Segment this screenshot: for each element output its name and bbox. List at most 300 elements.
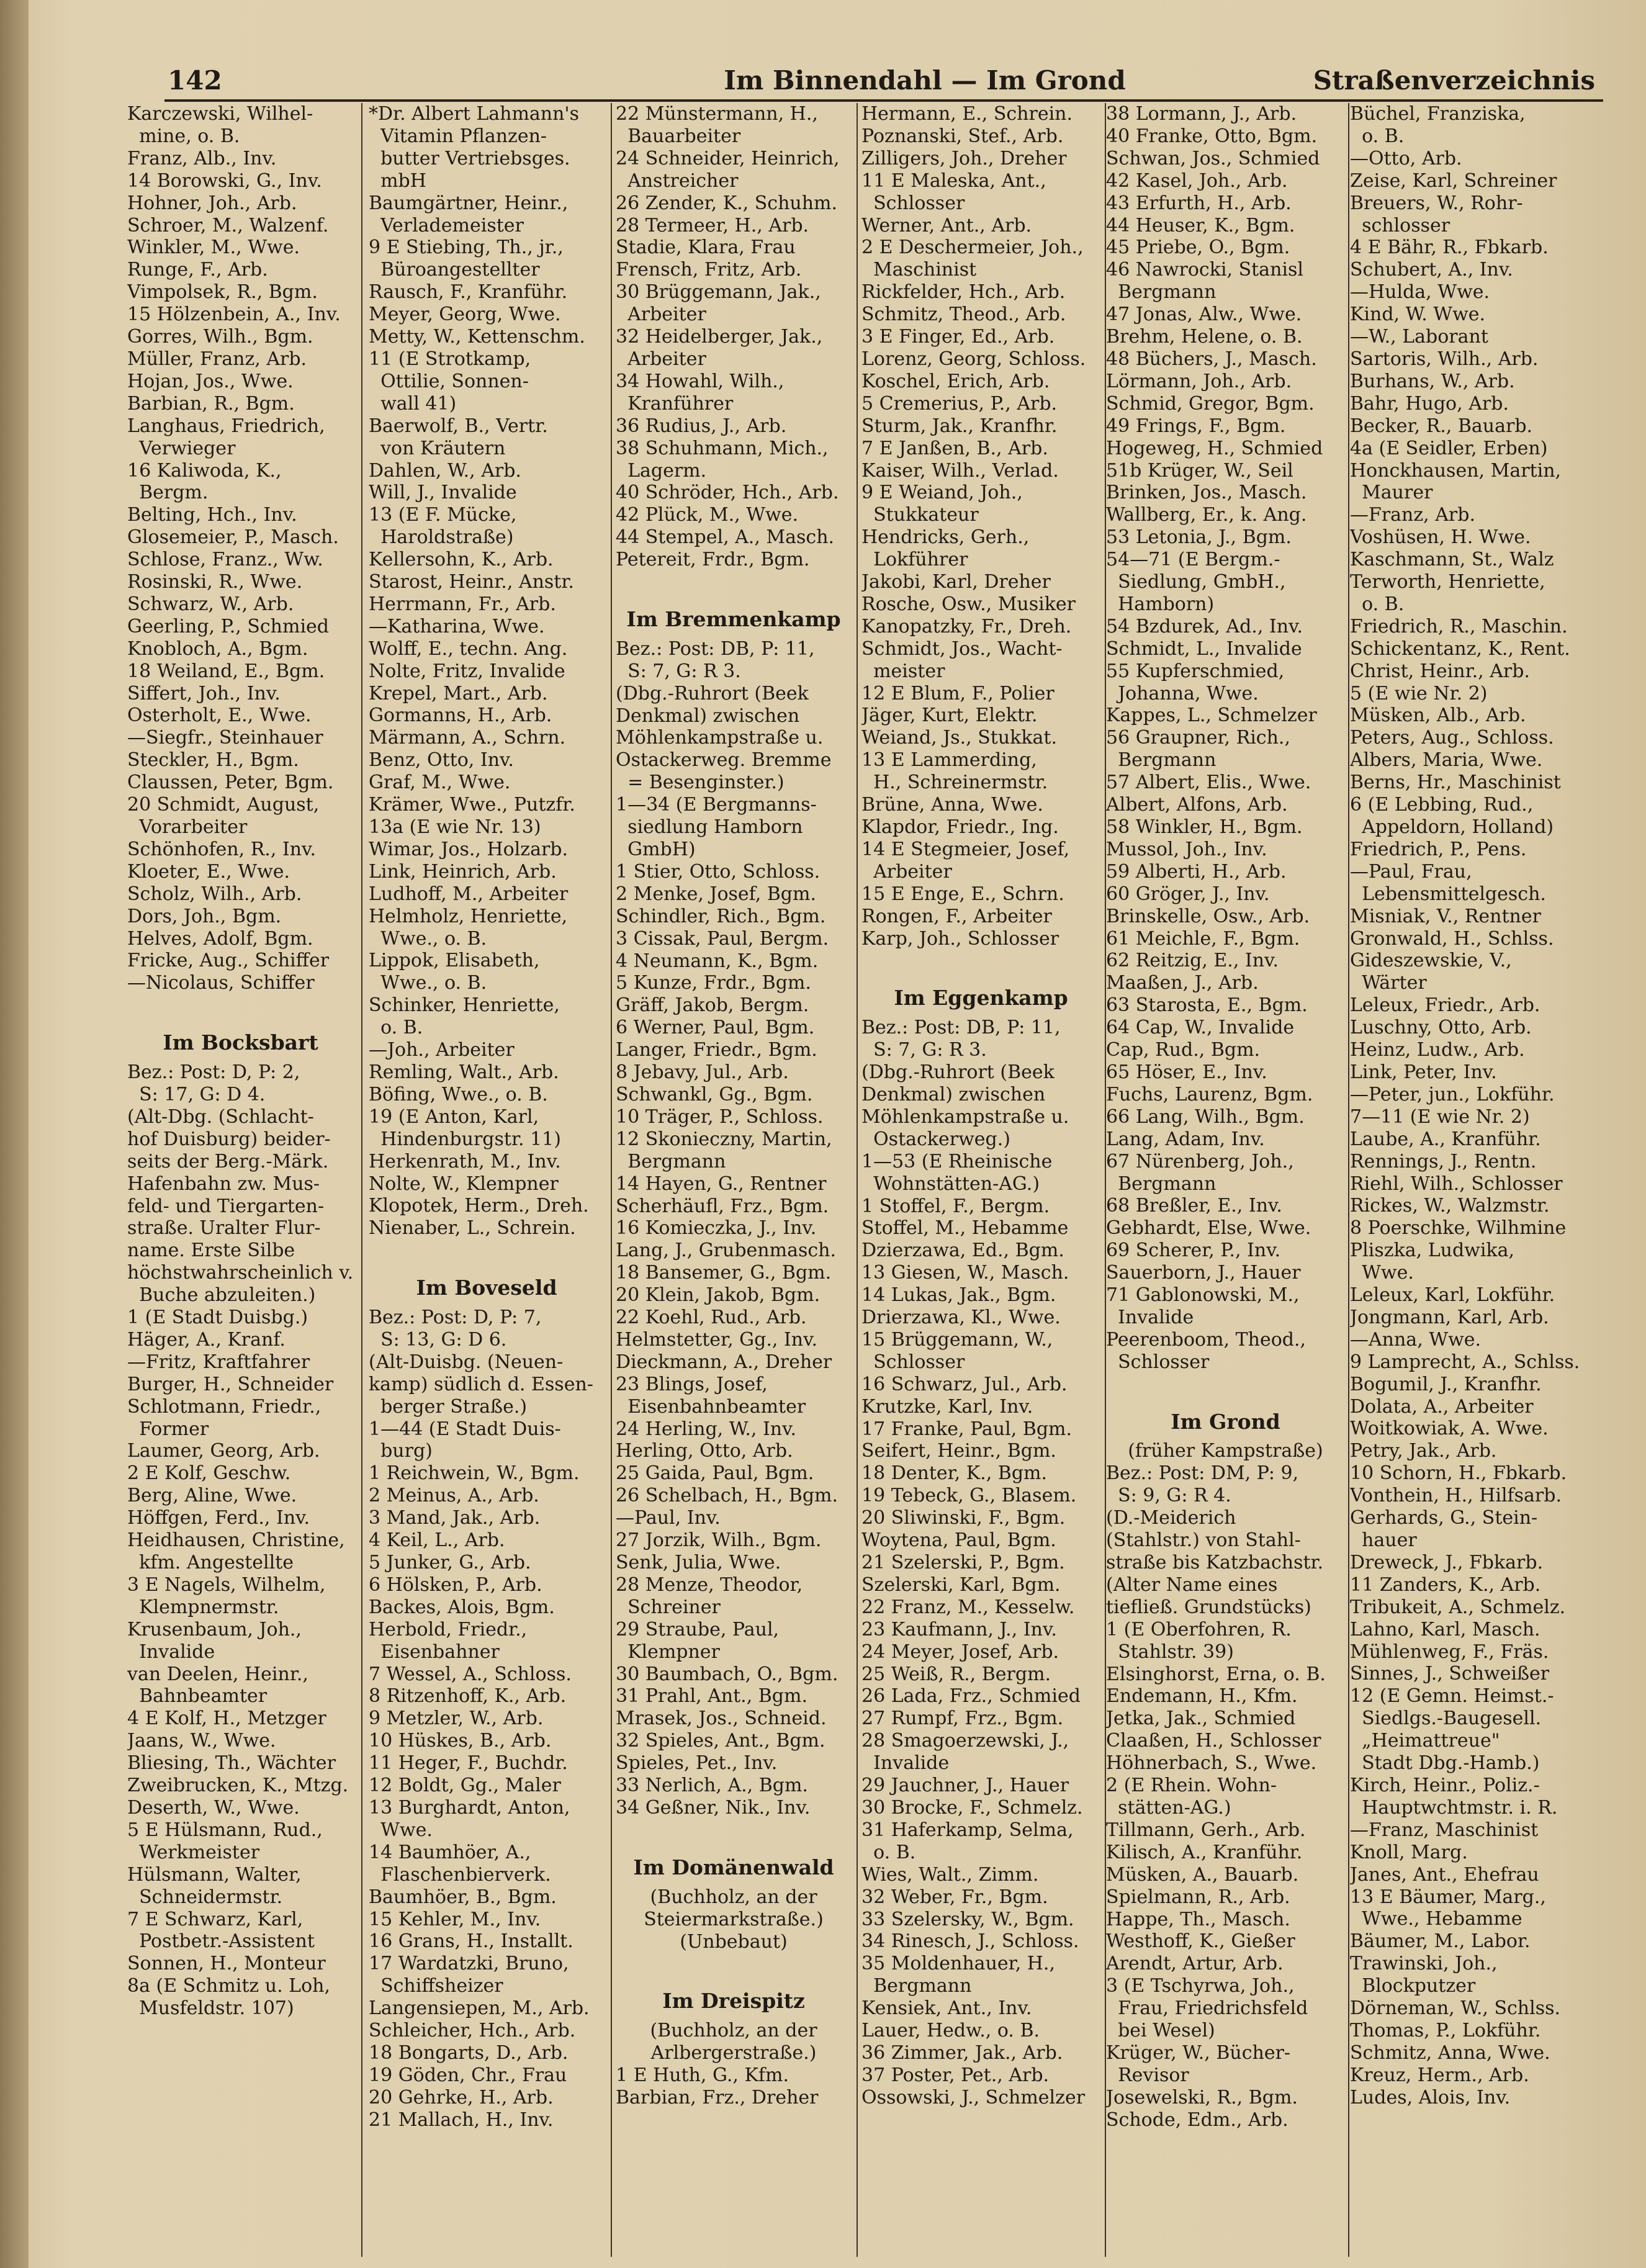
directory-entry: Krusenbaum, Joh., — [127, 1618, 302, 1640]
directory-entry: Bliesing, Th., Wächter — [127, 1752, 336, 1775]
directory-entry: Rennings, J., Rentn. — [1350, 1150, 1537, 1172]
directory-entry: 48 Büchers, J., Masch. — [1106, 348, 1317, 370]
directory-entry: 10 Schorn, H., Fbkarb. — [1350, 1462, 1567, 1485]
directory-entry: Terworth, Henriette, — [1350, 571, 1545, 593]
directory-entry: Siffert, Joh., Inv. — [127, 682, 281, 704]
directory-entry: Hamborn) — [1106, 593, 1215, 615]
directory-entry: 14 Baumhöer, A., — [369, 1841, 531, 1863]
directory-entry: Blockputzer — [1350, 1975, 1476, 1997]
directory-entry: 12 Skonieczny, Martin, — [616, 1128, 832, 1150]
directory-entry: Kappes, L., Schmelzer — [1106, 704, 1317, 727]
directory-entry: 28 Smagoerzewski, J., — [861, 1730, 1069, 1752]
spacer — [127, 994, 354, 1017]
directory-entry: Herrmann, Fr., Arb. — [369, 593, 556, 615]
directory-entry: Krepel, Mart., Arb. — [369, 682, 548, 704]
header-rule — [164, 99, 1603, 102]
directory-entry: Klapdor, Friedr., Ing. — [861, 816, 1059, 838]
directory-entry: 18 Weiland, E., Bgm. — [127, 660, 325, 682]
directory-entry: Arbeiter — [616, 304, 706, 326]
directory-entry: 32 Spieles, Ant., Bgm. — [616, 1730, 825, 1752]
directory-entry: 7—11 (E wie Nr. 2) — [1350, 1105, 1530, 1128]
directory-entry: 15 Kehler, M., Inv. — [369, 1908, 541, 1930]
directory-entry: Berg, Aline, Wwe. — [127, 1485, 297, 1507]
directory-entry: Schmitz, Theod., Arb. — [861, 304, 1066, 326]
directory-entry: Stadie, Klara, Frau — [616, 236, 796, 259]
directory-entry: Link, Peter, Inv. — [1350, 1061, 1497, 1083]
directory-entry: Rausch, F., Kranführ. — [369, 281, 568, 304]
directory-entry: Invalide — [1106, 1306, 1194, 1328]
directory-entry: Belting, Hch., Inv. — [127, 504, 297, 526]
directory-entry: Metty, W., Kettenschm. — [369, 326, 585, 348]
directory-entry: Dreweck, J., Fbkarb. — [1350, 1551, 1544, 1573]
directory-entry: 5 Junker, G., Arb. — [369, 1552, 531, 1573]
directory-entry: Brinken, Jos., Masch. — [1106, 482, 1307, 504]
directory-entry: 13 E Bäumer, Marg., — [1350, 1886, 1546, 1908]
directory-entry: 28 Termeer, H., Arb. — [616, 214, 809, 236]
directory-entry: 62 Reitzig, E., Inv. — [1106, 950, 1279, 972]
directory-entry: Meyer, Georg, Wwe. — [369, 304, 561, 326]
directory-entry: Eisenbahnbeamter — [616, 1395, 806, 1418]
directory-entry: Woitkowiak, A. Wwe. — [1350, 1418, 1549, 1440]
directory-entry: Spieles, Pet., Inv. — [616, 1752, 778, 1775]
directory-entry: Sauerborn, J., Hauer — [1106, 1262, 1301, 1284]
directory-entry: Koschel, Erich, Arb. — [861, 370, 1050, 392]
directory-entry: Wallberg, Er., k. Ang. — [1106, 504, 1307, 526]
directory-entry: 11 Heger, F., Buchdr. — [369, 1752, 568, 1775]
directory-entry: 20 Klein, Jakob, Bgm. — [616, 1284, 821, 1307]
directory-entry: 1 (E Oberfohren, R. — [1106, 1618, 1292, 1640]
directory-entry: mbH — [369, 169, 426, 192]
directory-entry: Weiand, Js., Stukkat. — [861, 727, 1058, 749]
directory-entry: 12 E Blum, F., Polier — [861, 682, 1055, 704]
directory-entry: Gräff, Jakob, Bergm. — [616, 994, 809, 1017]
directory-entry: Gerhards, G., Stein- — [1350, 1507, 1538, 1529]
column-divider — [857, 103, 858, 2257]
directory-entry: Mussol, Joh., Inv. — [1106, 838, 1267, 860]
directory-entry: Kranführer — [616, 392, 734, 415]
directory-entry: 1—34 (E Bergmanns- — [616, 794, 817, 816]
directory-entry: 30 Baumbach, O., Bgm. — [616, 1663, 839, 1685]
directory-entry: Jaans, W., Wwe. — [127, 1730, 276, 1752]
directory-entry: 26 Lada, Frz., Schmied — [861, 1685, 1081, 1708]
directory-entry: 4a (E Seidler, Erben) — [1350, 437, 1548, 459]
spacer — [616, 1819, 852, 1842]
directory-entry: Scherhäufl, Frz., Bgm. — [616, 1195, 829, 1217]
directory-entry: 4 E Bähr, R., Fbkarb. — [1350, 236, 1549, 259]
directory-entry: Bäumer, M., Labor. — [1350, 1930, 1531, 1953]
directory-entry: Mühlenweg, F., Fräs. — [1350, 1640, 1549, 1663]
directory-entry: Graf, M., Wwe. — [369, 772, 511, 794]
directory-entry: Langer, Friedr., Bgm. — [616, 1039, 817, 1061]
directory-entry: 1—53 (E Rheinische — [861, 1150, 1053, 1172]
directory-entry: Laube, A., Kranführ. — [1350, 1128, 1541, 1150]
directory-entry: Helmstetter, Gg., Inv. — [616, 1328, 818, 1351]
directory-entry: 27 Jorzik, Wilh., Bgm. — [616, 1529, 822, 1552]
directory-entry: schlosser — [1350, 214, 1450, 236]
directory-entry: Hauptwchtmstr. i. R. — [1350, 1796, 1558, 1819]
directory-entry: Barbian, Frz., Dreher — [616, 2086, 819, 2108]
directory-entry: 29 Jauchner, J., Hauer — [861, 1775, 1069, 1797]
directory-entry: 7 Wessel, A., Schloss. — [369, 1663, 572, 1685]
directory-entry: (Dbg.-Ruhrort (Beek — [616, 682, 809, 704]
directory-entry: Gorres, Wilh., Bgm. — [127, 326, 313, 348]
directory-entry: 33 Nerlich, A., Bgm. — [616, 1775, 808, 1797]
directory-entry: 4 Keil, L., Arb. — [369, 1529, 505, 1552]
book-spine-shadow — [0, 0, 29, 2268]
directory-entry: Franz, Alb., Inv. — [127, 147, 277, 169]
directory-entry: 19 Göden, Chr., Frau — [369, 2064, 567, 2086]
directory-entry: Baumgärtner, Heinr., — [369, 192, 569, 214]
street-note: Arlbergerstraße.) — [650, 2042, 817, 2064]
directory-entry: 26 Schelbach, H., Bgm. — [616, 1485, 839, 1507]
directory-entry: Brinskelle, Osw., Arb. — [1106, 905, 1310, 927]
directory-entry: Baerwolf, B., Vertr. — [369, 415, 548, 437]
directory-entry: 42 Plück, M., Wwe. — [616, 504, 798, 526]
directory-entry: Stadt Dbg.-Hamb.) — [1350, 1752, 1540, 1775]
directory-entry: Wwe., o. B. — [369, 927, 487, 950]
directory-entry: Krämer, Wwe., Putzfr. — [369, 794, 575, 816]
directory-entry: 22 Franz, M., Kesselw. — [861, 1596, 1075, 1618]
directory-entry: Rongen, F., Arbeiter — [861, 905, 1052, 927]
directory-entry: 38 Lormann, J., Arb. — [1106, 103, 1297, 125]
directory-entry: 23 Blings, Josef, — [616, 1373, 768, 1395]
directory-entry: —Franz, Maschinist — [1350, 1819, 1539, 1841]
directory-entry: 18 Bongarts, D., Arb. — [369, 2041, 569, 2064]
directory-entry: Jakobi, Karl, Dreher — [861, 571, 1051, 593]
directory-entry: Kellersohn, K., Arb. — [369, 549, 554, 571]
directory-entry: 13 (E F. Mücke, — [369, 504, 517, 526]
directory-entry: Dzierzawa, Ed., Bgm. — [861, 1240, 1064, 1262]
directory-entry: Märmann, A., Schrn. — [369, 727, 566, 749]
directory-entry: seits der Berg.-Märk. — [127, 1150, 329, 1172]
directory-entry: 1 Reichwein, W., Bgm. — [369, 1462, 580, 1485]
directory-entry: Ludes, Alois, Inv. — [1350, 2086, 1511, 2108]
directory-entry: tiefließ. Grundstücks) — [1106, 1596, 1311, 1618]
directory-entry: Vorarbeiter — [127, 816, 248, 838]
directory-entry: Johanna, Wwe. — [1106, 682, 1259, 704]
directory-entry: butter Vertriebsges. — [369, 147, 570, 169]
directory-entry: (Dbg.-Ruhrort (Beek — [861, 1061, 1055, 1084]
directory-entry: 40 Schröder, Hch., Arb. — [616, 482, 839, 504]
directory-entry: 58 Winkler, H., Bgm. — [1106, 816, 1303, 838]
directory-entry: Schlosser — [861, 192, 965, 214]
directory-entry: 47 Jonas, Alw., Wwe. — [1106, 304, 1302, 326]
directory-entry: —Joh., Arbeiter — [369, 1039, 515, 1061]
directory-entry: o. B. — [369, 1017, 423, 1039]
directory-entry: 21 Mallach, H., Inv. — [369, 2108, 554, 2131]
directory-entry: 18 Bansemer, G., Bgm. — [616, 1262, 832, 1284]
directory-entry: 2 E Kolf, Geschw. — [127, 1462, 291, 1485]
directory-entry: Osterholt, E., Wwe. — [127, 704, 312, 727]
directory-entry: 32 Heidelberger, Jak., — [616, 326, 823, 348]
directory-entry: 31 Haferkamp, Selma, — [861, 1819, 1074, 1841]
directory-entry: 1 Stier, Otto, Schloss. — [616, 860, 821, 883]
directory-entry: Karczewski, Wilhel- — [127, 103, 313, 125]
directory-entry: *Dr. Albert Lahmann's — [369, 103, 580, 125]
directory-entry: Kanopatzky, Fr., Dreh. — [861, 615, 1072, 637]
street-heading: Im Bremmenkamp — [626, 606, 841, 631]
directory-entry: 12 (E Gemn. Heimst.- — [1350, 1685, 1554, 1708]
directory-entry: 16 Grans, H., Installt. — [369, 1930, 573, 1953]
page-header — [168, 62, 1595, 99]
directory-entry: straße bis Katzbachstr. — [1106, 1552, 1324, 1573]
directory-entry: 12 Boldt, Gg., Maler — [369, 1775, 561, 1797]
directory-entry: 24 Meyer, Josef, Arb. — [861, 1640, 1059, 1663]
spacer — [616, 571, 852, 593]
directory-entry: (Stahlstr.) von Stahl- — [1106, 1529, 1301, 1552]
directory-entry: Thomas, P., Lokführ. — [1350, 2019, 1541, 2041]
directory-entry: 8 Jebavy, Jul., Arb. — [616, 1061, 789, 1084]
directory-entry: Rickfelder, Hch., Arb. — [861, 281, 1066, 304]
directory-entry: Klempner — [616, 1640, 720, 1663]
directory-entry: straße. Uralter Flur- — [127, 1217, 321, 1240]
directory-entry: —Otto, Arb. — [1350, 147, 1462, 169]
directory-entry: Albert, Alfons, Arb. — [1106, 794, 1288, 816]
directory-entry: Dörneman, W., Schlss. — [1350, 1997, 1561, 2020]
directory-entry: Ossowski, J., Schmelzer — [861, 2086, 1086, 2108]
street-heading: Im Boveseld — [416, 1276, 557, 1300]
directory-entry: Klempnermstr. — [127, 1596, 279, 1618]
directory-entry: Cap, Rud., Bgm. — [1106, 1039, 1261, 1061]
directory-entry: Leleux, Karl, Lokführ. — [1350, 1284, 1555, 1307]
directory-entry: Büchel, Franziska, — [1350, 103, 1526, 125]
directory-entry: Honckhausen, Martin, — [1350, 459, 1562, 482]
directory-entry: Friedrich, P., Pens. — [1350, 838, 1527, 860]
directory-entry: Heinz, Ludw., Arb. — [1350, 1039, 1525, 1061]
directory-entry: hauer — [1350, 1529, 1417, 1551]
directory-entry: Hindenburgstr. 11) — [369, 1128, 561, 1150]
directory-entry: —Katharina, Wwe. — [369, 615, 545, 637]
directory-entry: Herling, Otto, Arb. — [616, 1440, 793, 1462]
directory-entry: 34 Rinesch, J., Schloss. — [861, 1930, 1079, 1953]
directory-entry: Petry, Jak., Arb. — [1350, 1440, 1497, 1462]
directory-entry: Buche abzuleiten.) — [127, 1284, 316, 1307]
directory-entry: Schiffsheizer — [369, 1975, 503, 1997]
directory-entry: Schlosser — [861, 1351, 965, 1373]
directory-entry: 11 (E Strotkamp, — [369, 348, 531, 370]
directory-entry: 42 Kasel, Joh., Arb. — [1106, 169, 1288, 192]
directory-entry: 35 Moldenhauer, H., — [861, 1953, 1055, 1975]
directory-entry: Former — [127, 1418, 209, 1440]
directory-entry: Steckler, H., Bgm. — [127, 749, 299, 772]
street-note: (Buchholz, an der — [650, 1886, 817, 1908]
directory-entry: Wärter — [1350, 972, 1427, 994]
directory-entry: 71 Gablonowski, M., — [1106, 1284, 1300, 1307]
directory-entry: Gebhardt, Else, Wwe. — [1106, 1217, 1311, 1240]
directory-entry: 30 Brocke, F., Schmelz. — [861, 1796, 1083, 1819]
column-divider — [611, 103, 612, 2257]
directory-entry: 6 Werner, Paul, Bgm. — [616, 1017, 815, 1039]
directory-entry: Kreuz, Herm., Arb. — [1350, 2064, 1529, 2086]
directory-entry: 60 Gröger, J., Inv. — [1106, 883, 1270, 905]
directory-entry: —Anna, Wwe. — [1350, 1328, 1482, 1351]
directory-entry: 10 Träger, P., Schloss. — [616, 1105, 824, 1128]
directory-entry: Hendricks, Gerh., — [861, 526, 1030, 549]
column-3 — [616, 103, 852, 2257]
directory-entry: Link, Heinrich, Arb. — [369, 860, 557, 883]
street-heading: Im Dreispitz — [662, 1989, 805, 2014]
directory-entry: 25 Weiß, R., Bergm. — [861, 1663, 1051, 1685]
directory-entry: 3 (E Tschyrwa, Joh., — [1106, 1975, 1295, 1997]
directory-entry: 68 Breßler, E., Inv. — [1106, 1195, 1282, 1217]
directory-entry: Leleux, Friedr., Arb. — [1350, 994, 1540, 1017]
directory-entry: Möhlenkampstraße u. — [616, 727, 824, 749]
directory-entry: Bogumil, J., Kranfhr. — [1350, 1373, 1542, 1395]
directory-entry: Hermann, E., Schrein. — [861, 103, 1073, 125]
directory-entry: 16 Kaliwoda, K., — [127, 459, 282, 482]
directory-entry: Runge, F., Arb. — [127, 259, 268, 281]
directory-entry: Becker, R., Bauarb. — [1350, 415, 1533, 437]
directory-entry: 30 Brüggemann, Jak., — [616, 281, 821, 304]
directory-entry: 54 Bzdurek, Ad., Inv. — [1106, 615, 1303, 637]
directory-entry: Höffgen, Ferd., Inv. — [127, 1507, 310, 1529]
directory-entry: 17 Wardatzki, Bruno, — [369, 1953, 569, 1975]
directory-entry: Revisor — [1106, 2064, 1189, 2086]
directory-entry: S: 7, G: R 3. — [616, 660, 741, 682]
directory-entry: 5 E Hülsmann, Rud., — [127, 1819, 323, 1841]
directory-entry: 51b Krüger, W., Seil — [1106, 459, 1293, 482]
directory-entry: 15 Hölzenbein, A., Inv. — [127, 304, 341, 326]
directory-entry: Schönhofen, R., Inv. — [127, 838, 316, 860]
directory-entry: 19 (E Anton, Karl, — [369, 1105, 539, 1128]
directory-entry: —W., Laborant — [1350, 326, 1488, 348]
directory-entry: 14 E Stegmeier, Josef, — [861, 838, 1070, 860]
directory-entry: Heidhausen, Christine, — [127, 1529, 345, 1552]
directory-entry: 16 Komieczka, J., Inv. — [616, 1217, 817, 1240]
directory-entry: Dieckmann, A., Dreher — [616, 1351, 832, 1373]
directory-entry: Flaschenbierverk. — [369, 1863, 551, 1886]
directory-entry: 38 Schuhmann, Mich., — [616, 437, 829, 459]
directory-entry: Schreiner — [616, 1596, 721, 1618]
directory-entry: Müsken, A., Bauarb. — [1106, 1863, 1299, 1886]
directory-entry: 24 Herling, W., Inv. — [616, 1418, 797, 1440]
directory-entry: 67 Nürenberg, Joh., — [1106, 1150, 1294, 1172]
directory-entry: Fuchs, Laurenz, Bgm. — [1106, 1083, 1313, 1105]
directory-entry: 8 Poerschke, Wilhmine — [1350, 1217, 1567, 1240]
directory-entry: Krüger, W., Bücher- — [1106, 2041, 1291, 2064]
directory-entry: Happe, Th., Masch. — [1106, 1908, 1290, 1930]
directory-entry: Lagerm. — [616, 459, 707, 482]
directory-entry: 69 Scherer, P., Inv. — [1106, 1240, 1281, 1262]
directory-entry: o. B. — [861, 1841, 916, 1863]
directory-entry: Barbian, R., Bgm. — [127, 392, 295, 415]
directory-entry: Lorenz, Georg, Schloss. — [861, 348, 1086, 370]
directory-entry: Riehl, Wilh., Schlosser — [1350, 1172, 1563, 1195]
directory-entry: —Nicolaus, Schiffer — [127, 972, 315, 994]
directory-entry: 15 E Enge, E., Schrn. — [861, 883, 1064, 905]
directory-entry: siedlung Hamborn — [616, 816, 803, 839]
directory-entry: Brüne, Anna, Wwe. — [861, 794, 1043, 816]
page-number: 142 — [168, 65, 222, 96]
directory-entry: —Paul, Inv. — [616, 1507, 721, 1529]
directory-entry: Rickes, W., Walzmstr. — [1350, 1195, 1550, 1217]
directory-entry: Wwe., Hebamme — [1350, 1908, 1522, 1930]
directory-entry: höchstwahrscheinlich v. — [127, 1262, 354, 1284]
directory-entry: Hogeweg, H., Schmied — [1106, 437, 1323, 459]
directory-entry: Rosinski, R., Wwe. — [127, 571, 303, 593]
directory-entry: 6 Hölsken, P., Arb. — [369, 1573, 542, 1596]
directory-entry: Peerenboom, Theod., — [1106, 1328, 1306, 1351]
directory-entry: Kirch, Heinr., Poliz.- — [1350, 1774, 1540, 1796]
directory-entry: Lippok, Elisabeth, — [369, 950, 540, 972]
directory-entry: Geerling, P., Schmied — [127, 615, 329, 637]
directory-entry: 55 Kupferschmied, — [1106, 660, 1285, 682]
directory-entry: Bergm. — [127, 482, 209, 504]
directory-entry: Dolata, A., Arbeiter — [1350, 1395, 1534, 1418]
directory-entry: kfm. Angestellte — [127, 1552, 294, 1573]
directory-entry: Denkmal) zwischen — [861, 1083, 1046, 1105]
directory-entry: 19 Tebeck, G., Blasem. — [861, 1485, 1077, 1507]
directory-entry: 14 Lukas, Jak., Bgm. — [861, 1284, 1056, 1307]
street-note: Steiermarkstraße.) — [644, 1908, 824, 1930]
directory-entry: Fricke, Aug., Schiffer — [127, 950, 330, 972]
directory-entry: wall 41) — [369, 392, 457, 415]
directory-entry: Berns, Hr., Maschinist — [1350, 772, 1561, 794]
directory-entry: 22 Münstermann, H., — [616, 103, 818, 125]
directory-entry: Schwarz, W., Arb. — [127, 593, 294, 615]
street-note: (Unbebaut) — [680, 1930, 788, 1953]
directory-entry: stätten-AG.) — [1106, 1796, 1231, 1819]
directory-entry: Schneidermstr. — [127, 1886, 283, 1908]
street-heading: Im Bocksbart — [163, 1030, 318, 1055]
column-1 — [127, 103, 354, 2257]
directory-entry: von Kräutern — [369, 437, 506, 459]
column-5 — [1106, 103, 1345, 2257]
directory-entry: Voshüsen, H. Wwe. — [1350, 526, 1531, 549]
directory-entry: 4 E Kolf, H., Metzger — [127, 1708, 326, 1730]
directory-entry: 17 Franke, Paul, Bgm. — [861, 1418, 1073, 1440]
directory-entry: 2 E Deschermeier, Joh., — [861, 236, 1084, 259]
directory-entry: —Hulda, Wwe. — [1350, 281, 1490, 304]
directory-entry: S: 17, G: D 4. — [127, 1083, 266, 1105]
directory-entry: Winkler, M., Wwe. — [127, 236, 300, 259]
directory-entry: Bahr, Hugo, Arb. — [1350, 392, 1509, 415]
directory-entry: Lauer, Hedw., o. B. — [861, 2020, 1040, 2042]
directory-entry: Luschny, Otto, Arb. — [1350, 1017, 1532, 1039]
directory-entry: 14 Hayen, G., Rentner — [616, 1172, 827, 1195]
directory-entry: name. Erste Silbe — [127, 1240, 295, 1262]
directory-entry: Breuers, W., Rohr- — [1350, 192, 1523, 214]
directory-entry: S: 9, G: R 4. — [1106, 1485, 1231, 1507]
directory-entry: Benz, Otto, Inv. — [369, 749, 514, 772]
directory-entry: 5 Cremerius, P., Arb. — [861, 392, 1058, 415]
directory-entry: Albers, Maria, Wwe. — [1350, 749, 1543, 772]
directory-entry: Schindler, Rich., Bgm. — [616, 905, 826, 927]
directory-entry: Müsken, Alb., Arb. — [1350, 704, 1526, 727]
directory-entry: 21 Szelerski, P., Bgm. — [861, 1552, 1065, 1573]
directory-entry: —Paul, Frau, — [1350, 860, 1472, 883]
directory-entry: Appeldorn, Holland) — [1350, 816, 1554, 838]
directory-entry: Woytena, Paul, Bgm. — [861, 1529, 1056, 1552]
directory-entry: Invalide — [861, 1752, 950, 1775]
directory-entry: Postbetr.-Assistent — [127, 1930, 315, 1953]
directory-entry: Backes, Alois, Bgm. — [369, 1596, 555, 1618]
directory-entry: Invalide — [127, 1640, 215, 1663]
directory-entry: 61 Meichle, F., Bgm. — [1106, 927, 1300, 950]
directory-entry: Remling, Walt., Arb. — [369, 1061, 559, 1083]
directory-entry: Langensiepen, M., Arb. — [369, 1997, 590, 2020]
directory-entry: 7 E Janßen, B., Arb. — [861, 437, 1048, 459]
directory-entry: 59 Alberti, H., Arb. — [1106, 860, 1287, 883]
directory-entry: Dors, Joh., Bgm. — [127, 905, 282, 927]
directory-entry: 54—71 (E Bergm.- — [1106, 549, 1280, 571]
directory-entry: 37 Poster, Pet., Arb. — [861, 2064, 1050, 2086]
directory-entry: Höhnerbach, S., Wwe. — [1106, 1752, 1317, 1775]
directory-entry: 22 Koehl, Rud., Arb. — [616, 1307, 807, 1329]
directory-entry: Kaschmann, St., Walz — [1350, 549, 1554, 571]
directory-entry: Möhlenkampstraße u. — [861, 1105, 1069, 1128]
directory-entry: Christ, Heinr., Arb. — [1350, 660, 1530, 682]
